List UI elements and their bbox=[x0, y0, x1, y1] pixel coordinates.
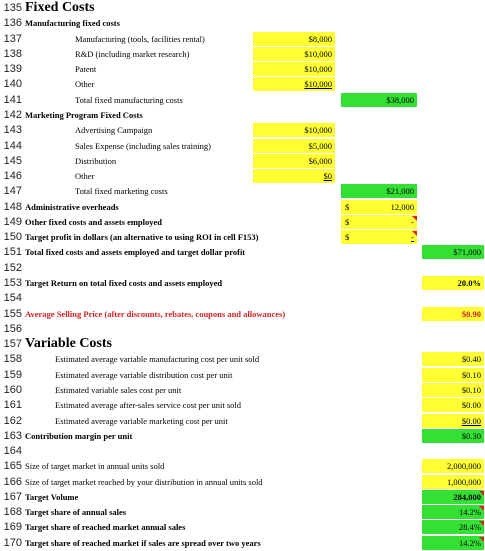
currency-symbol: $ bbox=[345, 232, 350, 243]
label-total-fixed-costs-and-profit: Total fixed costs and assets employed and target dollar profit bbox=[25, 247, 246, 258]
input-distribution-cost[interactable]: $6,000 bbox=[253, 154, 335, 168]
label-distribution: Distribution bbox=[75, 155, 117, 166]
row-143 bbox=[0, 122, 485, 137]
row-139 bbox=[0, 61, 485, 76]
row-number: 141 bbox=[3, 93, 22, 106]
row-157 bbox=[0, 336, 485, 351]
row-147 bbox=[0, 183, 485, 198]
row-170 bbox=[0, 535, 485, 550]
input-target-return[interactable]: 20.0% bbox=[422, 276, 484, 290]
cell-value: 284,000 bbox=[453, 491, 481, 502]
label-manufacturing-fixed-costs: Manufacturing fixed costs bbox=[25, 18, 120, 29]
row-number: 136 bbox=[3, 17, 22, 30]
output-target-share-reached-market[interactable] bbox=[422, 520, 484, 534]
row-number: 151 bbox=[3, 246, 22, 259]
input-manufacturing-cost[interactable]: $8,000 bbox=[253, 32, 335, 46]
row-140 bbox=[0, 76, 485, 91]
row-number: 149 bbox=[3, 215, 22, 228]
comment-indicator-icon bbox=[412, 216, 417, 221]
input-advertising-cost[interactable]: $10,000 bbox=[253, 123, 335, 137]
output-contribution-margin[interactable]: $0.30 bbox=[422, 429, 484, 443]
label-administrative-overheads: Administrative overheads bbox=[25, 201, 119, 212]
output-total-fixed-and-profit[interactable]: $71,000 bbox=[422, 245, 484, 259]
label-variable-marketing-cost: Estimated average variable marketing cost per unit bbox=[55, 415, 228, 426]
label-after-sales-service-cost: Estimated average after-sales service cost per unit sold bbox=[55, 400, 242, 411]
row-159 bbox=[0, 367, 485, 382]
row-number: 137 bbox=[3, 32, 22, 45]
input-variable-sales-cost[interactable]: $0.10 bbox=[422, 383, 484, 397]
output-total-fixed-marketing[interactable]: $21,000 bbox=[341, 184, 417, 198]
output-total-fixed-manufacturing[interactable]: $38,000 bbox=[341, 93, 417, 107]
row-144 bbox=[0, 138, 485, 153]
row-156 bbox=[0, 321, 485, 336]
cell-value: - bbox=[411, 232, 414, 243]
row-number: 162 bbox=[3, 414, 22, 427]
row-number: 135 bbox=[3, 2, 22, 14]
label-target-return: Target Return on total fixed costs and assets employed bbox=[25, 278, 223, 288]
row-number: 155 bbox=[3, 307, 22, 320]
row-136 bbox=[0, 15, 485, 30]
row-number: 160 bbox=[3, 383, 22, 396]
output-target-share-annual-sales[interactable] bbox=[422, 505, 484, 519]
row-161 bbox=[0, 397, 485, 412]
row-number: 142 bbox=[3, 108, 22, 121]
comment-indicator-icon bbox=[479, 521, 484, 526]
row-162 bbox=[0, 413, 485, 428]
label-contribution-margin: Contribution margin per unit bbox=[25, 430, 133, 441]
label-target-market-reached: Size of target market reached by your distribution in annual units sold bbox=[25, 476, 263, 487]
input-target-profit-dollars[interactable] bbox=[341, 230, 417, 244]
output-target-share-two-years[interactable] bbox=[422, 536, 484, 550]
label-target-volume: Target Volume bbox=[25, 491, 79, 502]
currency-symbol: $ bbox=[345, 216, 350, 227]
label-sales-expense: Sales Expense (including sales training) bbox=[75, 140, 211, 151]
comment-indicator-icon bbox=[412, 231, 417, 236]
label-average-selling-price: Average Selling Price (after discounts, rebates, coupons and allowances) bbox=[25, 308, 286, 319]
label-target-market-size: Size of target market in annual units sold bbox=[25, 461, 165, 472]
section-title-variable-costs: Variable Costs bbox=[25, 336, 112, 352]
row-number: 145 bbox=[3, 154, 22, 167]
row-155 bbox=[0, 306, 485, 321]
row-number: 153 bbox=[3, 277, 22, 289]
row-153 bbox=[0, 275, 485, 290]
label-other-fixed-costs: Other fixed costs and assets employed bbox=[25, 216, 163, 227]
row-137 bbox=[0, 31, 485, 46]
input-target-market-size[interactable]: 2,000,000 bbox=[422, 459, 484, 473]
input-sales-expense[interactable]: $5,000 bbox=[253, 139, 335, 153]
section-title-fixed-costs: Fixed Costs bbox=[25, 0, 95, 15]
row-167 bbox=[0, 489, 485, 504]
row-number: 146 bbox=[3, 170, 22, 183]
label-advertising-campaign: Advertising Campaign bbox=[75, 125, 153, 136]
row-number: 158 bbox=[3, 353, 22, 366]
row-135 bbox=[0, 0, 485, 15]
cell-value: - bbox=[411, 216, 414, 227]
label-other-marketing: Other bbox=[75, 171, 95, 182]
row-145 bbox=[0, 153, 485, 168]
label-rnd: R&D (including market research) bbox=[75, 48, 190, 59]
row-number: 148 bbox=[3, 200, 22, 213]
label-target-profit-dollars: Target profit in dollars (an alternative to using ROI in cell F153) bbox=[25, 232, 259, 243]
row-number: 138 bbox=[3, 47, 22, 60]
row-160 bbox=[0, 382, 485, 397]
row-number: 167 bbox=[3, 490, 22, 503]
label-variable-manufacturing-cost: Estimated average variable manufacturing cost per unit sold bbox=[55, 354, 260, 365]
row-number: 152 bbox=[3, 261, 22, 274]
cell-value: 28.4% bbox=[459, 522, 481, 533]
input-administrative-overheads[interactable] bbox=[341, 200, 417, 214]
row-163 bbox=[0, 428, 485, 443]
row-165 bbox=[0, 458, 485, 473]
output-target-volume[interactable] bbox=[422, 490, 484, 504]
row-154 bbox=[0, 290, 485, 305]
input-average-selling-price[interactable]: $0.90 bbox=[422, 307, 484, 321]
row-number: 165 bbox=[3, 460, 22, 473]
label-total-fixed-manufacturing: Total fixed manufacturing costs bbox=[75, 94, 183, 105]
input-other-manufacturing-cost[interactable]: $10,000 bbox=[253, 77, 335, 91]
row-number: 159 bbox=[3, 368, 22, 381]
row-150 bbox=[0, 229, 485, 244]
label-total-fixed-marketing: Total fixed marketing costs bbox=[75, 186, 168, 197]
cell-value: 14.2% bbox=[459, 507, 481, 518]
row-151 bbox=[0, 244, 485, 259]
row-number: 164 bbox=[3, 445, 22, 458]
input-after-sales-service-cost[interactable]: $0.00 bbox=[422, 398, 484, 412]
input-rnd-cost[interactable]: $10,000 bbox=[253, 47, 335, 61]
row-141 bbox=[0, 92, 485, 107]
label-other-manufacturing: Other bbox=[75, 79, 95, 90]
row-number: 156 bbox=[3, 322, 22, 335]
row-168 bbox=[0, 504, 485, 519]
row-number: 140 bbox=[3, 78, 22, 91]
comment-indicator-icon bbox=[479, 537, 484, 542]
row-number: 157 bbox=[3, 338, 22, 351]
row-142 bbox=[0, 107, 485, 122]
comment-indicator-icon bbox=[479, 506, 484, 511]
row-146 bbox=[0, 168, 485, 183]
label-target-share-two-years: Target share of reached market if sales are spread over two years bbox=[25, 537, 261, 548]
label-marketing-program-fixed-costs: Marketing Program Fixed Costs bbox=[25, 109, 143, 120]
label-manufacturing-tools: Manufacturing (tools, facilities rental) bbox=[75, 33, 205, 44]
row-number: 166 bbox=[3, 475, 22, 488]
comment-indicator-icon bbox=[479, 491, 484, 496]
row-158 bbox=[0, 351, 485, 366]
row-number: 147 bbox=[3, 185, 22, 198]
row-166 bbox=[0, 474, 485, 489]
cell-value: 14.2% bbox=[459, 537, 481, 548]
row-number: 143 bbox=[3, 124, 22, 137]
input-variable-marketing-cost[interactable]: $0.00 bbox=[422, 414, 484, 428]
row-number: 150 bbox=[3, 231, 22, 244]
row-number: 170 bbox=[3, 536, 22, 549]
row-number: 139 bbox=[3, 63, 22, 76]
row-number: 144 bbox=[3, 139, 22, 152]
label-variable-sales-cost: Estimated variable sales cost per unit bbox=[55, 384, 182, 395]
row-149 bbox=[0, 214, 485, 229]
label-target-share-reached-market: Target share of reached market annual sales bbox=[25, 522, 186, 533]
label-variable-distribution-cost: Estimated average variable distribution cost per unit bbox=[55, 369, 233, 380]
input-other-fixed-costs[interactable] bbox=[341, 215, 417, 229]
input-target-market-reached[interactable]: 1,000,000 bbox=[422, 475, 484, 489]
row-number: 168 bbox=[3, 506, 22, 519]
cell-value: 12,000 bbox=[390, 201, 414, 212]
row-number: 163 bbox=[3, 429, 22, 442]
row-138 bbox=[0, 46, 485, 61]
label-patent: Patent bbox=[75, 64, 97, 75]
row-169 bbox=[0, 519, 485, 534]
input-other-marketing-cost[interactable]: $0 bbox=[253, 169, 335, 183]
row-number: 161 bbox=[3, 399, 22, 412]
row-164 bbox=[0, 443, 485, 458]
input-variable-distribution-cost[interactable]: $0.10 bbox=[422, 368, 484, 382]
input-variable-manufacturing-cost[interactable]: $0.40 bbox=[422, 352, 484, 366]
currency-symbol: $ bbox=[345, 201, 350, 212]
input-patent-cost[interactable]: $10,000 bbox=[253, 62, 335, 76]
row-number: 169 bbox=[3, 521, 22, 534]
row-148 bbox=[0, 199, 485, 214]
label-target-share-annual-sales: Target share of annual sales bbox=[25, 507, 127, 518]
row-152 bbox=[0, 260, 485, 275]
row-number: 154 bbox=[3, 292, 22, 305]
